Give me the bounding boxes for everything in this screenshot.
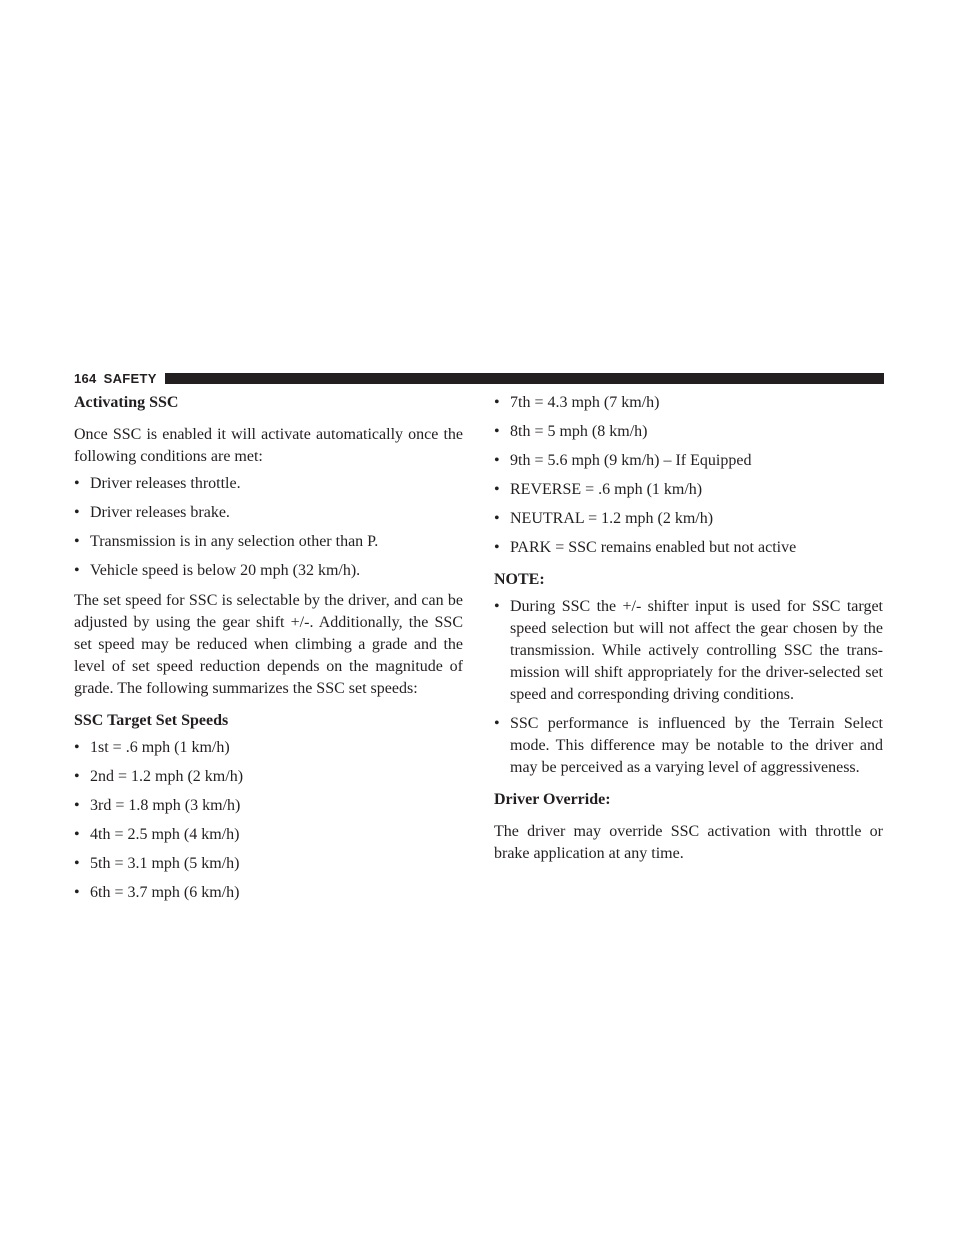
heading-note: NOTE: bbox=[494, 571, 545, 588]
right-column bbox=[494, 392, 883, 865]
paragraph-intro: Once SSC is enabled it will activate automatically once the following conditions are met: bbox=[74, 426, 463, 465]
page-header bbox=[74, 370, 884, 386]
list-item: • PARK = SSC remains enabled but not active bbox=[494, 537, 883, 559]
bullet-icon: • bbox=[494, 598, 500, 615]
conditions-list bbox=[74, 473, 463, 582]
header-rule bbox=[165, 373, 884, 384]
list-item: • Transmission is in any selection other than P. bbox=[74, 531, 463, 553]
list-item: • During SSC the +/- shifter input is used for SSC target speed selection but will not affect the gear chosen by the transmission. While actively controlling SSC the trans-mission will shift appropriately for the driver-selected set speed and corresponding driving conditions. bbox=[494, 598, 883, 703]
list-item: • REVERSE = .6 mph (1 km/h) bbox=[494, 479, 883, 501]
list-item: • 6th = 3.7 mph (6 km/h) bbox=[74, 882, 463, 904]
bullet-icon: • bbox=[494, 423, 500, 440]
section-title: SAFETY bbox=[103, 370, 157, 386]
list-item: • NEUTRAL = 1.2 mph (2 km/h) bbox=[494, 508, 883, 530]
heading-target-set-speeds: SSC Target Set Speeds bbox=[74, 712, 229, 729]
speeds-list-right bbox=[494, 392, 883, 559]
bullet-icon: • bbox=[74, 826, 80, 843]
list-item: • Driver releases brake. bbox=[74, 502, 463, 524]
bullet-icon: • bbox=[494, 452, 500, 469]
list-item: • 3rd = 1.8 mph (3 km/h) bbox=[74, 795, 463, 817]
list-item: • Vehicle speed is below 20 mph (32 km/h). bbox=[74, 560, 463, 582]
list-item: • SSC performance is influenced by the Terrain Select mode. This difference may be notable to the driver and may be perceived as a varying level of aggressiveness. bbox=[494, 715, 883, 776]
list-item: • 1st = .6 mph (1 km/h) bbox=[74, 737, 463, 759]
bullet-icon: • bbox=[494, 715, 500, 732]
heading-driver-override: Driver Override: bbox=[494, 791, 611, 808]
bullet-icon: • bbox=[74, 884, 80, 901]
paragraph-override: The driver may override SSC activation with throttle or brake application at any time. bbox=[494, 823, 883, 862]
bullet-icon: • bbox=[74, 504, 80, 521]
bullet-icon: • bbox=[74, 797, 80, 814]
speeds-list-left bbox=[74, 737, 463, 904]
bullet-icon: • bbox=[494, 481, 500, 498]
list-item: • 7th = 4.3 mph (7 km/h) bbox=[494, 392, 883, 414]
page-number: 164 bbox=[74, 370, 97, 386]
bullet-icon: • bbox=[74, 533, 80, 550]
list-item: • 8th = 5 mph (8 km/h) bbox=[494, 421, 883, 443]
bullet-icon: • bbox=[74, 855, 80, 872]
bullet-icon: • bbox=[74, 768, 80, 785]
list-item: • 9th = 5.6 mph (9 km/h) – If Equipped bbox=[494, 450, 883, 472]
heading-activating-ssc: Activating SSC bbox=[74, 394, 179, 411]
notes-list bbox=[494, 596, 883, 779]
bullet-icon: • bbox=[74, 562, 80, 579]
left-column bbox=[74, 392, 463, 904]
list-item: • Driver releases throttle. bbox=[74, 473, 463, 495]
bullet-icon: • bbox=[494, 394, 500, 411]
paragraph-set-speed: The set speed for SSC is selectable by the driver, and can be adjusted by using the gear shift +/-. Additionally, the SSC set speed may be reduced when climbing a grade and the level of set speed reduction depends on the magnitude of grade. The following summarizes the SSC set speeds: bbox=[74, 592, 463, 697]
bullet-icon: • bbox=[74, 475, 80, 492]
bullet-icon: • bbox=[74, 739, 80, 756]
list-item: • 2nd = 1.2 mph (2 km/h) bbox=[74, 766, 463, 788]
bullet-icon: • bbox=[494, 510, 500, 527]
list-item: • 5th = 3.1 mph (5 km/h) bbox=[74, 853, 463, 875]
list-item: • 4th = 2.5 mph (4 km/h) bbox=[74, 824, 463, 846]
bullet-icon: • bbox=[494, 539, 500, 556]
